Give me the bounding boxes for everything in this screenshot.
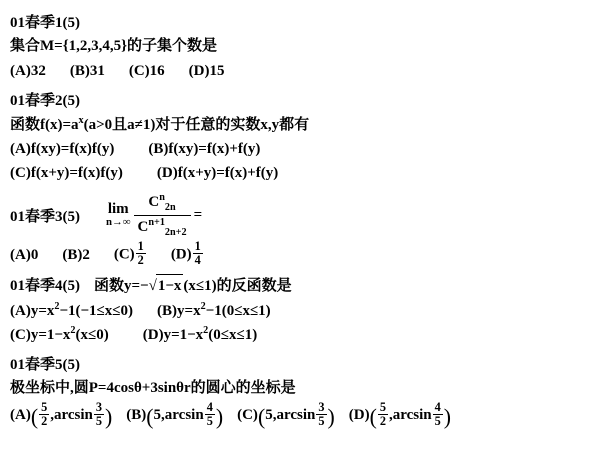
problem-1-label: 01春季1(5) — [10, 15, 80, 31]
left-paren: ( — [369, 405, 377, 429]
right-paren: ) — [105, 405, 113, 429]
second-numerator: 3 — [95, 399, 103, 414]
sqrt-symbol: √1−x — [149, 274, 184, 298]
second-denominator: 5 — [95, 413, 103, 428]
choice-b-post: −1(0≤x≤1) — [205, 302, 271, 319]
choice-a-prefix: (A) — [10, 407, 31, 424]
second-denominator: 5 — [318, 413, 325, 428]
problem-2 — [10, 90, 600, 186]
choice-d-numerator: 1 — [194, 239, 201, 254]
choice-d-denominator: 4 — [194, 253, 201, 268]
choice-d[interactable] — [143, 323, 257, 347]
choice-a-exponent: 2 — [54, 300, 60, 312]
sqrt-radicand: 1−x — [156, 274, 184, 298]
first-numerator: 5 — [41, 399, 48, 414]
choice-d[interactable] — [349, 400, 451, 435]
denominator-superscript: n+1 — [148, 216, 165, 228]
limit-operator — [106, 202, 131, 229]
problem-2-stem-pre: 函数f(x)=a — [10, 116, 79, 133]
problem-5 — [10, 354, 600, 435]
choice-d-first-fraction — [378, 401, 388, 428]
choice-c-mid: ,arcsin — [272, 407, 316, 424]
equals-sign: = — [193, 206, 203, 223]
first-denominator: 2 — [379, 413, 386, 428]
problem-2-label: 01春季2(5) — [10, 92, 80, 109]
choice-c[interactable] — [10, 323, 109, 347]
problem-2-choices-line-1 — [10, 137, 600, 161]
problem-5-choices — [10, 400, 600, 435]
right-paren: ) — [327, 405, 335, 429]
choice-b-second-fraction — [205, 401, 215, 428]
choice-b-prefix: (B) — [126, 407, 147, 424]
choice-b-pre: (B)y=x — [157, 302, 201, 319]
second-numerator: 3 — [318, 399, 325, 414]
problem-2-choices-line-2 — [10, 161, 600, 185]
choice-c[interactable] — [237, 400, 335, 435]
choice-d-label: (D) — [170, 246, 192, 263]
fraction-numerator — [134, 192, 191, 216]
choice-c[interactable] — [114, 240, 147, 267]
problem-4-stem-line — [10, 274, 600, 298]
right-paren: ) — [215, 405, 224, 429]
choice-c[interactable]: (C)16 — [128, 62, 165, 79]
choice-a[interactable] — [10, 400, 112, 435]
choice-c[interactable]: (C)f(x+y)=f(x)f(y) — [10, 165, 123, 181]
denominator-subscript: 2n+2 — [164, 226, 187, 238]
choice-d-exponent: 2 — [203, 324, 209, 336]
choice-c-first-value: 5 — [265, 407, 273, 424]
choice-d[interactable] — [171, 240, 204, 267]
choice-c-post: (x≤0) — [75, 326, 109, 343]
second-denominator: 5 — [434, 413, 441, 428]
choice-d-post: (0≤x≤1) — [208, 326, 258, 343]
problem-3-choices — [10, 240, 600, 267]
problem-1-choices — [10, 59, 600, 83]
problem-2-label-line — [10, 90, 600, 113]
right-paren: ) — [443, 405, 452, 429]
choice-c-pre: (C)y=1−x — [10, 326, 71, 343]
choice-c-fraction — [136, 240, 146, 267]
problem-3-expression-row — [10, 192, 600, 238]
problem-3-label: 01春季3(5) — [10, 208, 80, 225]
numerator-symbol: C — [148, 194, 160, 210]
choice-d-second-fraction — [433, 401, 443, 428]
left-paren: ( — [146, 405, 154, 429]
choice-c-numerator: 1 — [137, 239, 144, 254]
choice-a[interactable]: (A)0 — [10, 246, 39, 263]
choice-d-prefix: (D) — [348, 407, 370, 424]
problem-4-choices-line-1 — [10, 299, 600, 323]
problem-4-label: 01春季4(5) — [10, 278, 80, 295]
numerator-subscript: 2n — [164, 202, 176, 213]
choice-c-denominator: 2 — [137, 253, 144, 268]
choice-a[interactable] — [10, 299, 133, 323]
problem-2-stem — [10, 113, 600, 137]
choice-b-first-value: 5 — [153, 407, 162, 424]
first-denominator: 2 — [41, 413, 48, 428]
problem-5-label: 01春季5(5) — [10, 356, 80, 373]
choice-b[interactable]: (B)31 — [69, 62, 105, 79]
choice-d[interactable]: (D)15 — [188, 62, 225, 79]
choice-c-exponent: 2 — [70, 324, 76, 336]
left-paren: ( — [257, 405, 266, 429]
limit-top: lim — [107, 200, 129, 217]
choice-a[interactable]: (A)f(xy)=f(x)f(y) — [10, 141, 115, 157]
left-paren: ( — [30, 405, 39, 429]
problem-5-stem: 极坐标中,圆P=4cosθ+3sinθr的圆心的坐标是 — [10, 379, 296, 396]
problem-4-stem-post: (x≤1)的反函数是 — [183, 278, 292, 295]
binomial-fraction — [134, 192, 191, 238]
choice-a-post: −1(−1≤x≤0) — [59, 302, 134, 319]
choice-b-exponent: 2 — [200, 300, 206, 312]
choice-a-pre: (A)y=x — [10, 302, 55, 319]
choice-b[interactable] — [126, 400, 223, 435]
choice-a-second-fraction — [94, 401, 104, 428]
choice-a[interactable]: (A)32 — [10, 62, 46, 79]
first-numerator: 5 — [379, 399, 386, 414]
second-denominator: 5 — [206, 413, 213, 428]
fraction-denominator — [134, 216, 191, 239]
choice-d-pre: (D)y=1−x — [142, 326, 204, 343]
choice-c-label: (C) — [113, 246, 135, 263]
second-numerator: 4 — [206, 399, 213, 414]
choice-d-mid: ,arcsin — [388, 407, 432, 424]
choice-b-mid: ,arcsin — [161, 407, 204, 424]
choice-a-first-fraction — [39, 401, 49, 428]
choice-d[interactable]: (D)f(x+y)=f(x)+f(y) — [156, 165, 279, 181]
limit-bottom: n→∞ — [106, 216, 131, 229]
choice-b[interactable]: (B)f(xy)=f(x)+f(y) — [148, 141, 261, 157]
problem-1 — [10, 12, 600, 83]
problem-4-stem-pre: 函数y=− — [94, 278, 149, 295]
denominator-symbol: C — [137, 218, 149, 235]
problem-2-stem-post: (a>0且a≠1)对于任意的实数x,y都有 — [83, 116, 310, 133]
problem-1-stem: 集合M={1,2,3,4,5}的子集个数是 — [10, 38, 218, 55]
choice-b[interactable] — [157, 299, 271, 323]
choice-c-second-fraction — [316, 401, 326, 428]
choice-a-mid: ,arcsin — [50, 407, 93, 424]
second-numerator: 4 — [434, 399, 441, 414]
numerator-superscript: n — [159, 192, 165, 203]
problem-3 — [10, 192, 600, 267]
choice-d-fraction — [193, 240, 203, 267]
choice-c-prefix: (C) — [237, 407, 258, 424]
problem-1-label-line — [10, 12, 600, 35]
problem-5-label-line — [10, 354, 600, 377]
problem-4-choices-line-2 — [10, 323, 600, 347]
choice-b[interactable]: (B)2 — [62, 246, 90, 263]
problem-2-stem-exponent: x — [78, 114, 84, 126]
problem-4 — [10, 274, 600, 346]
